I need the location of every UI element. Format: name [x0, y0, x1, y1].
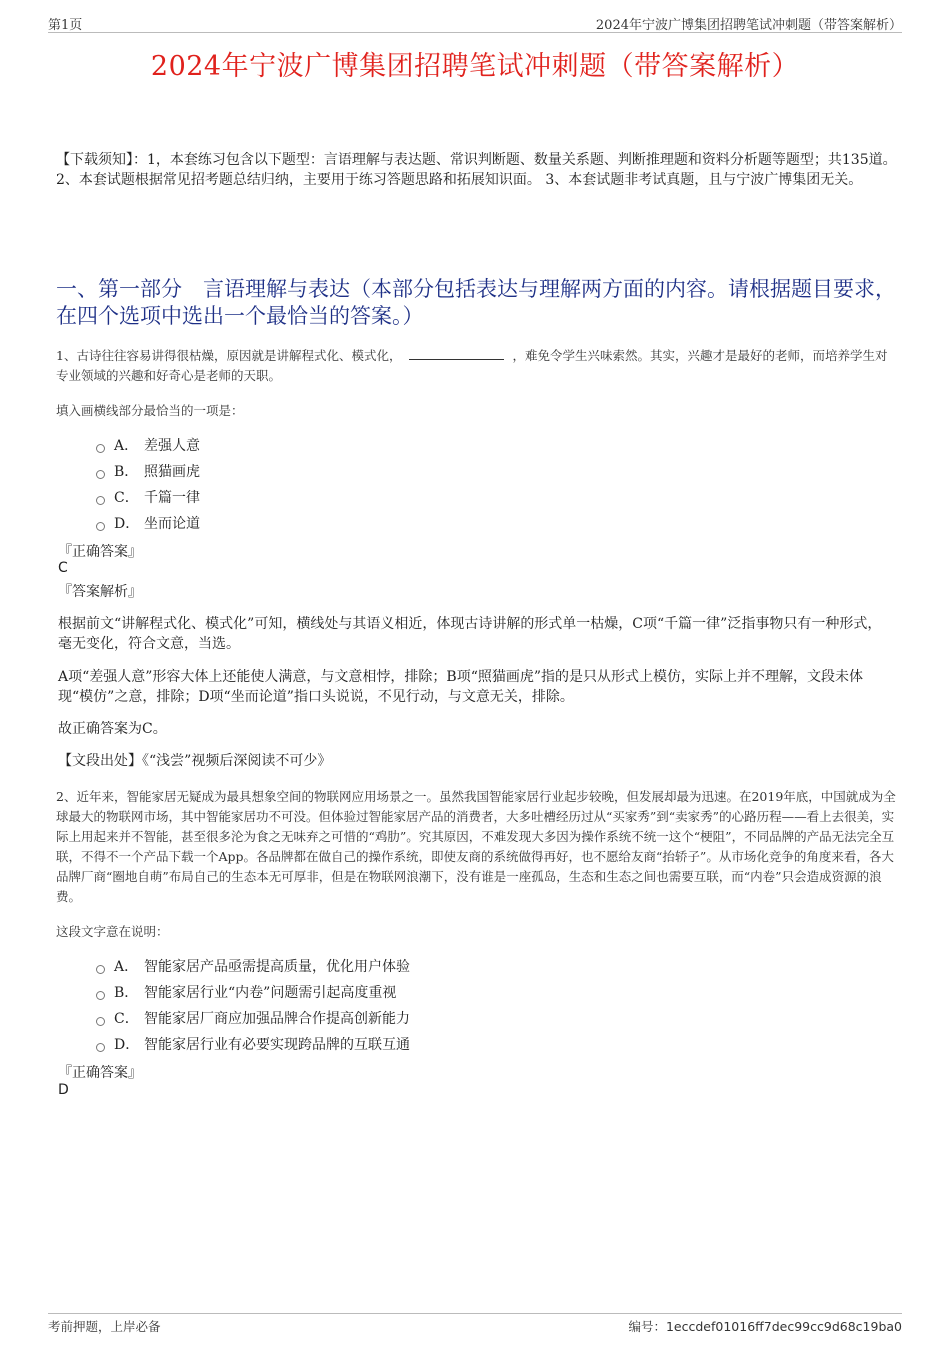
option-b[interactable]: B． 照猫画虎 — [96, 458, 200, 484]
page-number: 第1页 — [48, 18, 83, 33]
download-notice: 【下载须知】：1，本套练习包含以下题型：言语理解与表达题、常识判断题、数量关系题、判断推理题和资料分析题等题型；共135道。 2、本套试题根据常见招考题总结归纳，主要用于练习答题思路和拓展知识面。 3、本套试题非考试真题，且与宁波广博集团无关。 — [56, 152, 897, 188]
correct-answer-label: 『正确答案』 — [58, 1065, 142, 1081]
radio-icon[interactable] — [96, 470, 105, 479]
option-b[interactable]: B． 智能家居行业“内卷”问题需引起高度重视 — [96, 979, 410, 1005]
option-c[interactable]: C． 千篇一律 — [96, 484, 200, 510]
correct-answer-value: D — [58, 1082, 69, 1098]
option-a[interactable]: A． 差强人意 — [96, 432, 200, 458]
document-code: 编号：1eccdef01016ff7dec99cc9d68c19ba0 — [628, 1319, 902, 1334]
question-1-options — [96, 432, 200, 536]
document-title: 2024年宁波广博集团招聘笔试冲刺题（带答案解析） — [150, 51, 800, 82]
question-2-options — [96, 953, 410, 1057]
page-footer — [48, 1313, 902, 1334]
radio-icon[interactable] — [96, 1043, 105, 1052]
option-a[interactable]: A． 智能家居产品亟需提高质量，优化用户体验 — [96, 953, 410, 979]
option-c[interactable]: C． 智能家居厂商应加强品牌合作提高创新能力 — [96, 1005, 410, 1031]
page-header — [48, 14, 902, 33]
question-2-prompt: 这段文字意在说明： — [56, 924, 169, 939]
option-d[interactable]: D． 坐而论道 — [96, 510, 200, 536]
radio-icon[interactable] — [96, 496, 105, 505]
radio-icon[interactable] — [96, 1017, 105, 1026]
source-note: 【文段出处】《“浅尝”视频后深阅读不可少》 — [58, 753, 332, 769]
footer-slogan: 考前押题，上岸必备 — [48, 1319, 161, 1334]
question-1-prompt: 填入画横线部分最恰当的一项是： — [56, 403, 244, 418]
analysis-paragraph-1: 根据前文“讲解程式化、模式化”可知，横线处与其语义相近，体现古诗讲解的形式单一枯燥，C项“千篇一律”泛指事物只有一种形式，毫无变化，符合文意，当选。 — [58, 616, 882, 652]
header-doc-title: 2024年宁波广博集团招聘笔试冲刺题（带答案解析） — [595, 18, 902, 33]
radio-icon[interactable] — [96, 991, 105, 1000]
correct-answer-value: C — [58, 560, 68, 576]
section-title: 一、第一部分 言语理解与表达（本部分包括表达与理解两方面的内容。请根据题目要求，在四个选项中选出一个最恰当的答案。） — [56, 277, 896, 328]
radio-icon[interactable] — [96, 444, 105, 453]
radio-icon[interactable] — [96, 522, 105, 531]
analysis-paragraph-2: A项“差强人意”形容大体上还能使人满意，与文意相悖，排除；B项“照猫画虎”指的是只从形式上模仿，实际上并不理解，文段未体现“模仿”之意，排除；D项“坐而论道”指口头说说，不见行动，与文意无关，排除。 — [58, 669, 864, 705]
correct-answer-label: 『正确答案』 — [58, 544, 142, 560]
analysis-conclusion: 故正确答案为C。 — [58, 721, 167, 737]
question-2-text: 2、近年来，智能家居无疑成为最具想象空间的物联网应用场景之一。虽然我国智能家居行业起步较晚，但发展却最为迅速。在2019年底，中国就成为全球最大的物联网市场，其中智能家居功不可没。但体验过智能家居产品的消费者，大多吐槽经历过从“买家秀”到“卖家秀”的心路历程——看上去很美，实际上用起来并不智能，甚至很多沦为食之无味弃之可惜的“鸡肋”。究其原因，不难发现大多因为操作系统不统一这个“梗阻”，不同品牌的产品无法完全互联，不得不一个产品下载一个App。各品牌都在做自己的操作系统，即使友商的系统做得再好，也不愿给友商“抬轿子”。从市场化竞争的角度来看，各大品牌厂商“圈地自萌”布局自己的生态本无可厚非，但是在物联网浪潮下，没有谁是一座孤岛，生态和生态之间也需要互联，而“内卷”只会造成资源的浪费。 — [56, 789, 896, 904]
analysis-label: 『答案解析』 — [58, 584, 142, 600]
question-1-text: 1、古诗往往容易讲得很枯燥，原因就是讲解程式化、模式化， ，难免令学生兴味索然。其实，兴趣才是最好的老师，而培养学生对专业领域的兴趣和好奇心是老师的天职。 — [56, 348, 888, 383]
radio-icon[interactable] — [96, 965, 105, 974]
fill-blank — [409, 346, 504, 360]
option-d[interactable]: D． 智能家居行业有必要实现跨品牌的互联互通 — [96, 1031, 410, 1057]
